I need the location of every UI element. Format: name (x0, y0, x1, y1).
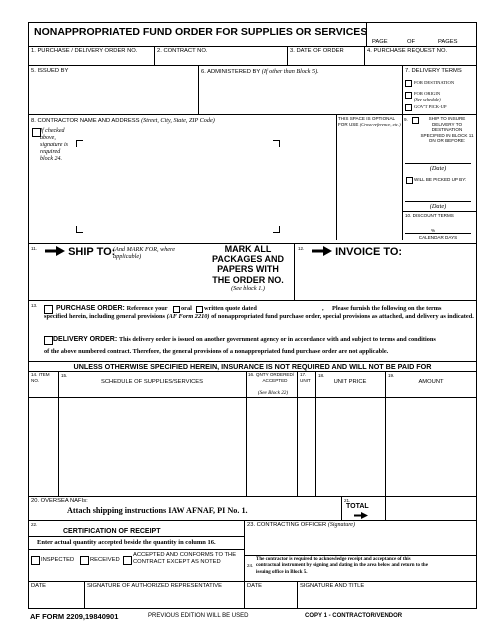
pages-label: PAGES (438, 39, 458, 45)
block-24-text: The contractor is required to acknowledge receipt and acceptance of this contractual instrument by signing and dating in the area below and return to the issuing office in Block 5. (256, 557, 428, 575)
mark-all-packages: MARK ALL PACKAGES AND PAPERS WITH THE ORDER NO. (211, 244, 284, 285)
col-16-num: 16. (248, 372, 255, 377)
accepted-checkbox[interactable] (123, 556, 132, 565)
address-window-corner (76, 140, 83, 147)
form-title: NONAPPROPRIATED FUND ORDER FOR SUPPLIES OR SERVICES (34, 26, 368, 38)
please-furnish: Please furnish the following on the terms (332, 305, 442, 312)
col-14-header: 14. ITEM NO. (31, 372, 50, 383)
invoice-to-heading: INVOICE TO: (312, 246, 402, 258)
right-arrow-icon (354, 512, 368, 519)
copy-label: COPY 1 - CONTRACTOR/VENDOR (305, 613, 403, 619)
block-24-num: 24. (247, 563, 254, 568)
oral-checkbox[interactable] (173, 306, 180, 313)
signature-authorized-label: SIGNATURE OF AUTHORIZED REPRESENTATIVE (87, 583, 222, 589)
block-9-num: 9. (404, 117, 408, 122)
block-4-label: 4. PURCHASE REQUEST NO. (367, 48, 448, 54)
col-18-num: 18. (318, 373, 325, 378)
block-1-label: 1. PURCHASE / DELIVERY ORDER NO. (31, 48, 138, 54)
date-right-label: DATE (247, 583, 263, 589)
certification-of-receipt: CERTIFICATION OF RECEIPT (63, 528, 161, 535)
right-arrow-icon (45, 246, 65, 256)
form-id: AF FORM 2209,19840901 (30, 612, 119, 621)
for-origin-checkbox[interactable] (405, 92, 412, 99)
optional-space-label: THIS SPACE IS OPTIONAL FOR USE (Cross-reference, etc.) (338, 116, 401, 127)
will-be-picked-up-label: WILL BE PICKED UP BY: (414, 177, 467, 182)
calendar-days-label: CALENDAR DAYS (418, 235, 458, 240)
purchase-order-terms: specified herein, including general provisions (AF Form 2210) of nonappropriated fund purchase order, special provisions as attached, and delivery as indicated. (44, 313, 474, 320)
col-18-header: UNIT PRICE (333, 379, 367, 385)
block-2-label: 2. CONTRACT NO. (157, 48, 208, 54)
inspected-checkbox[interactable] (31, 556, 40, 565)
signature-title-label: SIGNATURE AND TITLE (300, 583, 365, 589)
block-9-text: SHIP TO INSURE DELIVERY TO DESTINATION SPECIFIED IN BLOCK 11 ON OR BEFORE: (420, 116, 474, 144)
govt-pickup-label: GOV'T PICK-UP (414, 104, 447, 109)
of-label: OF (407, 39, 416, 45)
ship-to-note: (And MARK FOR, where applicable) (113, 246, 175, 260)
block-20-label: 20. OVERSEA NAFIs: (31, 498, 88, 504)
written-quote-label: written quote dated (204, 305, 257, 312)
block-21-num: 21. (344, 498, 351, 503)
block-11-num: 11. (31, 246, 38, 251)
page-label: PAGE (372, 39, 388, 45)
received-checkbox[interactable] (80, 556, 89, 565)
date-label-2: (Date) (429, 203, 447, 210)
for-destination-label: FOR DESTINATION (414, 80, 455, 85)
oral-label: oral (181, 305, 192, 312)
date-label-1: (Date) (429, 165, 447, 172)
block-22-num: 22. (31, 522, 38, 527)
ship-to-heading: SHIP TO: (45, 246, 115, 258)
delivery-order-checkbox[interactable] (44, 336, 53, 345)
col-15-header: SCHEDULE OF SUPPLIES/SERVICES (100, 379, 203, 385)
total-label: TOTAL (346, 503, 369, 510)
col-16-header: QNTY ORDERED/ ACCEPTED (255, 372, 295, 383)
ship-to-insure-checkbox[interactable] (412, 117, 419, 124)
col-17-header: 17. UNIT (300, 372, 311, 383)
block-5-label: 5. ISSUED BY (31, 68, 69, 74)
col-15-num: 15. (61, 373, 68, 378)
govt-pickup-checkbox[interactable] (405, 104, 412, 111)
block-23-label: 23. CONTRACTING OFFICER (Signature) (247, 522, 355, 528)
date-left-label: DATE (31, 583, 47, 589)
see-block-1: (See block 1.) (231, 285, 265, 292)
col-16-note: (See Block 22) (257, 390, 289, 396)
delivery-order-line: DELIVERY ORDER: This delivery order is issued on another government agency or in accordance with and subject to terms and conditions (53, 336, 436, 343)
insurance-banner: UNLESS OTHERWISE SPECIFIED HEREIN, INSURANCE IS NOT REQUIRED AND WILL NOT BE PAID FOR (73, 362, 432, 371)
block-3-label: 3. DATE OF ORDER (290, 48, 344, 54)
will-be-picked-up-checkbox[interactable] (406, 177, 413, 184)
percent-label: % (431, 228, 436, 233)
right-arrow-icon (312, 246, 332, 256)
enter-actual-quantity: Enter actual quantity accepted beside the quantity in column 16. (37, 539, 216, 546)
inspected-label: INSPECTED (41, 557, 75, 563)
delivery-order-line-2: of the above numbered contract. Therefore, the general provisions of a nonappropriated fund purchase order are not applicable. (44, 348, 389, 355)
block-12-num: 12. (298, 246, 305, 251)
for-origin-note: (See schedule) (414, 97, 441, 102)
accepted-label: ACCEPTED AND CONFORMS TO THE CONTRACT EXCEPT AS NOTED (133, 552, 237, 565)
col-19-num: 19. (388, 373, 395, 378)
signature-required-note: If checked above, signature is required block 24. (40, 128, 68, 162)
block-6-label: 6. ADMINISTERED BY (If other than Block 5). (201, 68, 319, 75)
written-quote-checkbox[interactable] (196, 306, 203, 313)
attach-shipping-instructions: Attach shipping instructions IAW AFNAF, PI No. 1. (67, 506, 248, 515)
address-window-corner (76, 226, 83, 233)
purchase-order-line: PURCHASE ORDER: Reference your (56, 305, 168, 312)
address-window-corner (273, 226, 280, 233)
received-label: RECEIVED (90, 557, 120, 563)
block-8-label: 8. CONTRACTOR NAME AND ADDRESS (Street, City, State, ZIP Code) (31, 117, 215, 124)
col-19-header: AMOUNT (418, 379, 444, 385)
block-7-label: 7. DELIVERY TERMS (405, 68, 462, 74)
comma: , (322, 305, 324, 312)
previous-edition: PREVIOUS EDITION WILL BE USED (148, 613, 249, 619)
block-10-label: 10. DISCOUNT TERMS (405, 213, 454, 218)
for-origin-label: FOR ORIGIN (414, 91, 441, 96)
block-13-num: 13. (31, 303, 38, 308)
address-window-corner (273, 140, 280, 147)
for-destination-checkbox[interactable] (405, 80, 412, 87)
